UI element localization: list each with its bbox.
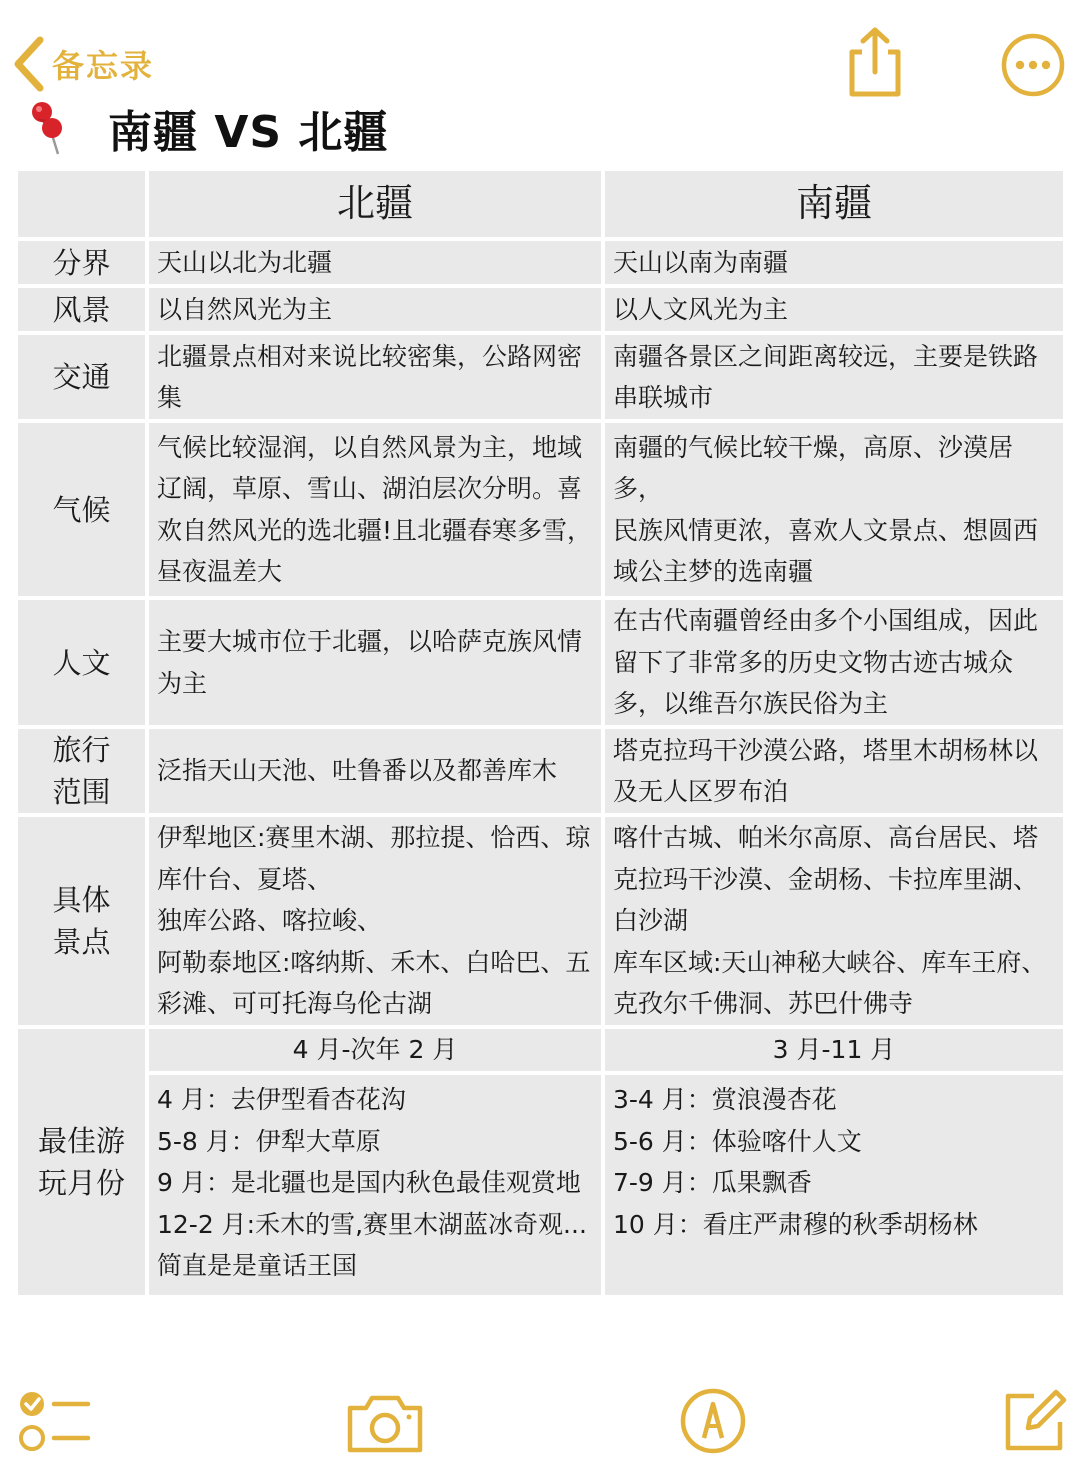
north-month-detail: 4 月：去伊型看杏花沟 5-8 月：伊犁大草原 9 月：是北疆也是国内秋色最佳观赏地 12-2 月:禾木的雪,赛里木湖蓝冰奇观... 简直是是童话王国 — [149, 1075, 601, 1295]
north-cell: 泛指天山天池、吐鲁番以及都善库木 — [149, 729, 601, 813]
compose-button[interactable] — [1000, 1386, 1070, 1460]
row-label: 人文 — [18, 600, 145, 725]
share-icon — [842, 26, 908, 98]
north-cell: 北疆景点相对来说比较密集，公路网密 集 — [149, 335, 601, 419]
row-label: 具体 景点 — [18, 817, 145, 1025]
pushpin-icon — [28, 100, 70, 156]
note-title: 南疆 VS 北疆 — [108, 107, 389, 158]
comparison-table — [18, 171, 1063, 1295]
header-empty-cell — [18, 171, 145, 237]
markup-pen-icon — [678, 1386, 748, 1456]
south-cell: 以人文风光为主 — [605, 288, 1063, 331]
share-button[interactable] — [842, 26, 908, 102]
north-cell: 天山以北为北疆 — [149, 241, 601, 284]
north-cell: 气候比较湿润，以自然风景为主，地域 辽阔，草原、雪山、湖泊层次分明。喜 欢自然风光的选北疆!且北疆春寒多雪， 昼夜温差大 — [149, 423, 601, 596]
row-label: 旅行 范围 — [18, 729, 145, 813]
camera-icon — [344, 1390, 426, 1456]
south-month-detail: 3-4 月：赏浪漫杏花 5-6 月：体验喀什人文 7-9 月：瓜果飘香 10 月：看庄严肃穆的秋季胡杨林 — [605, 1075, 1063, 1295]
chevron-left-icon — [10, 34, 46, 94]
south-cell: 天山以南为南疆 — [605, 241, 1063, 284]
row-label: 气候 — [18, 423, 145, 596]
south-cell: 喀什古城、帕米尔高原、高台居民、塔 克拉玛干沙漠、金胡杨、卡拉库里湖、 白沙湖 库车区域:天山神秘大峡谷、库车王府、 克孜尔千佛洞、苏巴什佛寺 — [605, 817, 1063, 1025]
row-label: 最佳游 玩月份 — [18, 1029, 145, 1295]
checklist-icon — [16, 1388, 92, 1454]
south-cell: 南疆的气候比较干燥，高原、沙漠居多， 民族风情更浓，喜欢人文景点、想圆西 域公主梦的选南疆 — [605, 423, 1063, 596]
north-cell: 伊犁地区:赛里木湖、那拉提、恰西、琼 库什台、夏塔、 独库公路、喀拉峻、 阿勒泰地区:喀纳斯、禾木、白哈巴、五 彩滩、可可托海乌伦古湖 — [149, 817, 601, 1025]
back-label: 备忘录 — [52, 47, 155, 85]
more-icon — [1000, 32, 1066, 98]
header-north: 北疆 — [149, 171, 601, 237]
back-button[interactable] — [10, 34, 154, 94]
row-label: 分界 — [18, 241, 145, 284]
row-label: 风景 — [18, 288, 145, 331]
north-cell: 主要大城市位于北疆，以哈萨克族风情 为主 — [149, 600, 601, 725]
south-cell: 在古代南疆曾经由多个小国组成，因此 留下了非常多的历史文物古迹古城众 多，以维吾尔族民俗为主 — [605, 600, 1063, 725]
compose-icon — [1000, 1386, 1070, 1456]
note-title-row — [28, 96, 388, 160]
camera-button[interactable] — [344, 1390, 426, 1460]
row-label: 交通 — [18, 335, 145, 419]
more-button[interactable] — [1000, 32, 1066, 102]
north-month-range: 4 月-次年 2 月 — [149, 1029, 601, 1071]
header-south: 南疆 — [605, 171, 1063, 237]
south-cell: 南疆各景区之间距离较远，主要是铁路 串联城市 — [605, 335, 1063, 419]
south-month-range: 3 月-11 月 — [605, 1029, 1063, 1071]
checklist-button[interactable] — [16, 1388, 92, 1458]
south-cell: 塔克拉玛干沙漠公路，塔里木胡杨林以 及无人区罗布泊 — [605, 729, 1063, 813]
north-cell: 以自然风光为主 — [149, 288, 601, 331]
markup-button[interactable] — [678, 1386, 748, 1460]
